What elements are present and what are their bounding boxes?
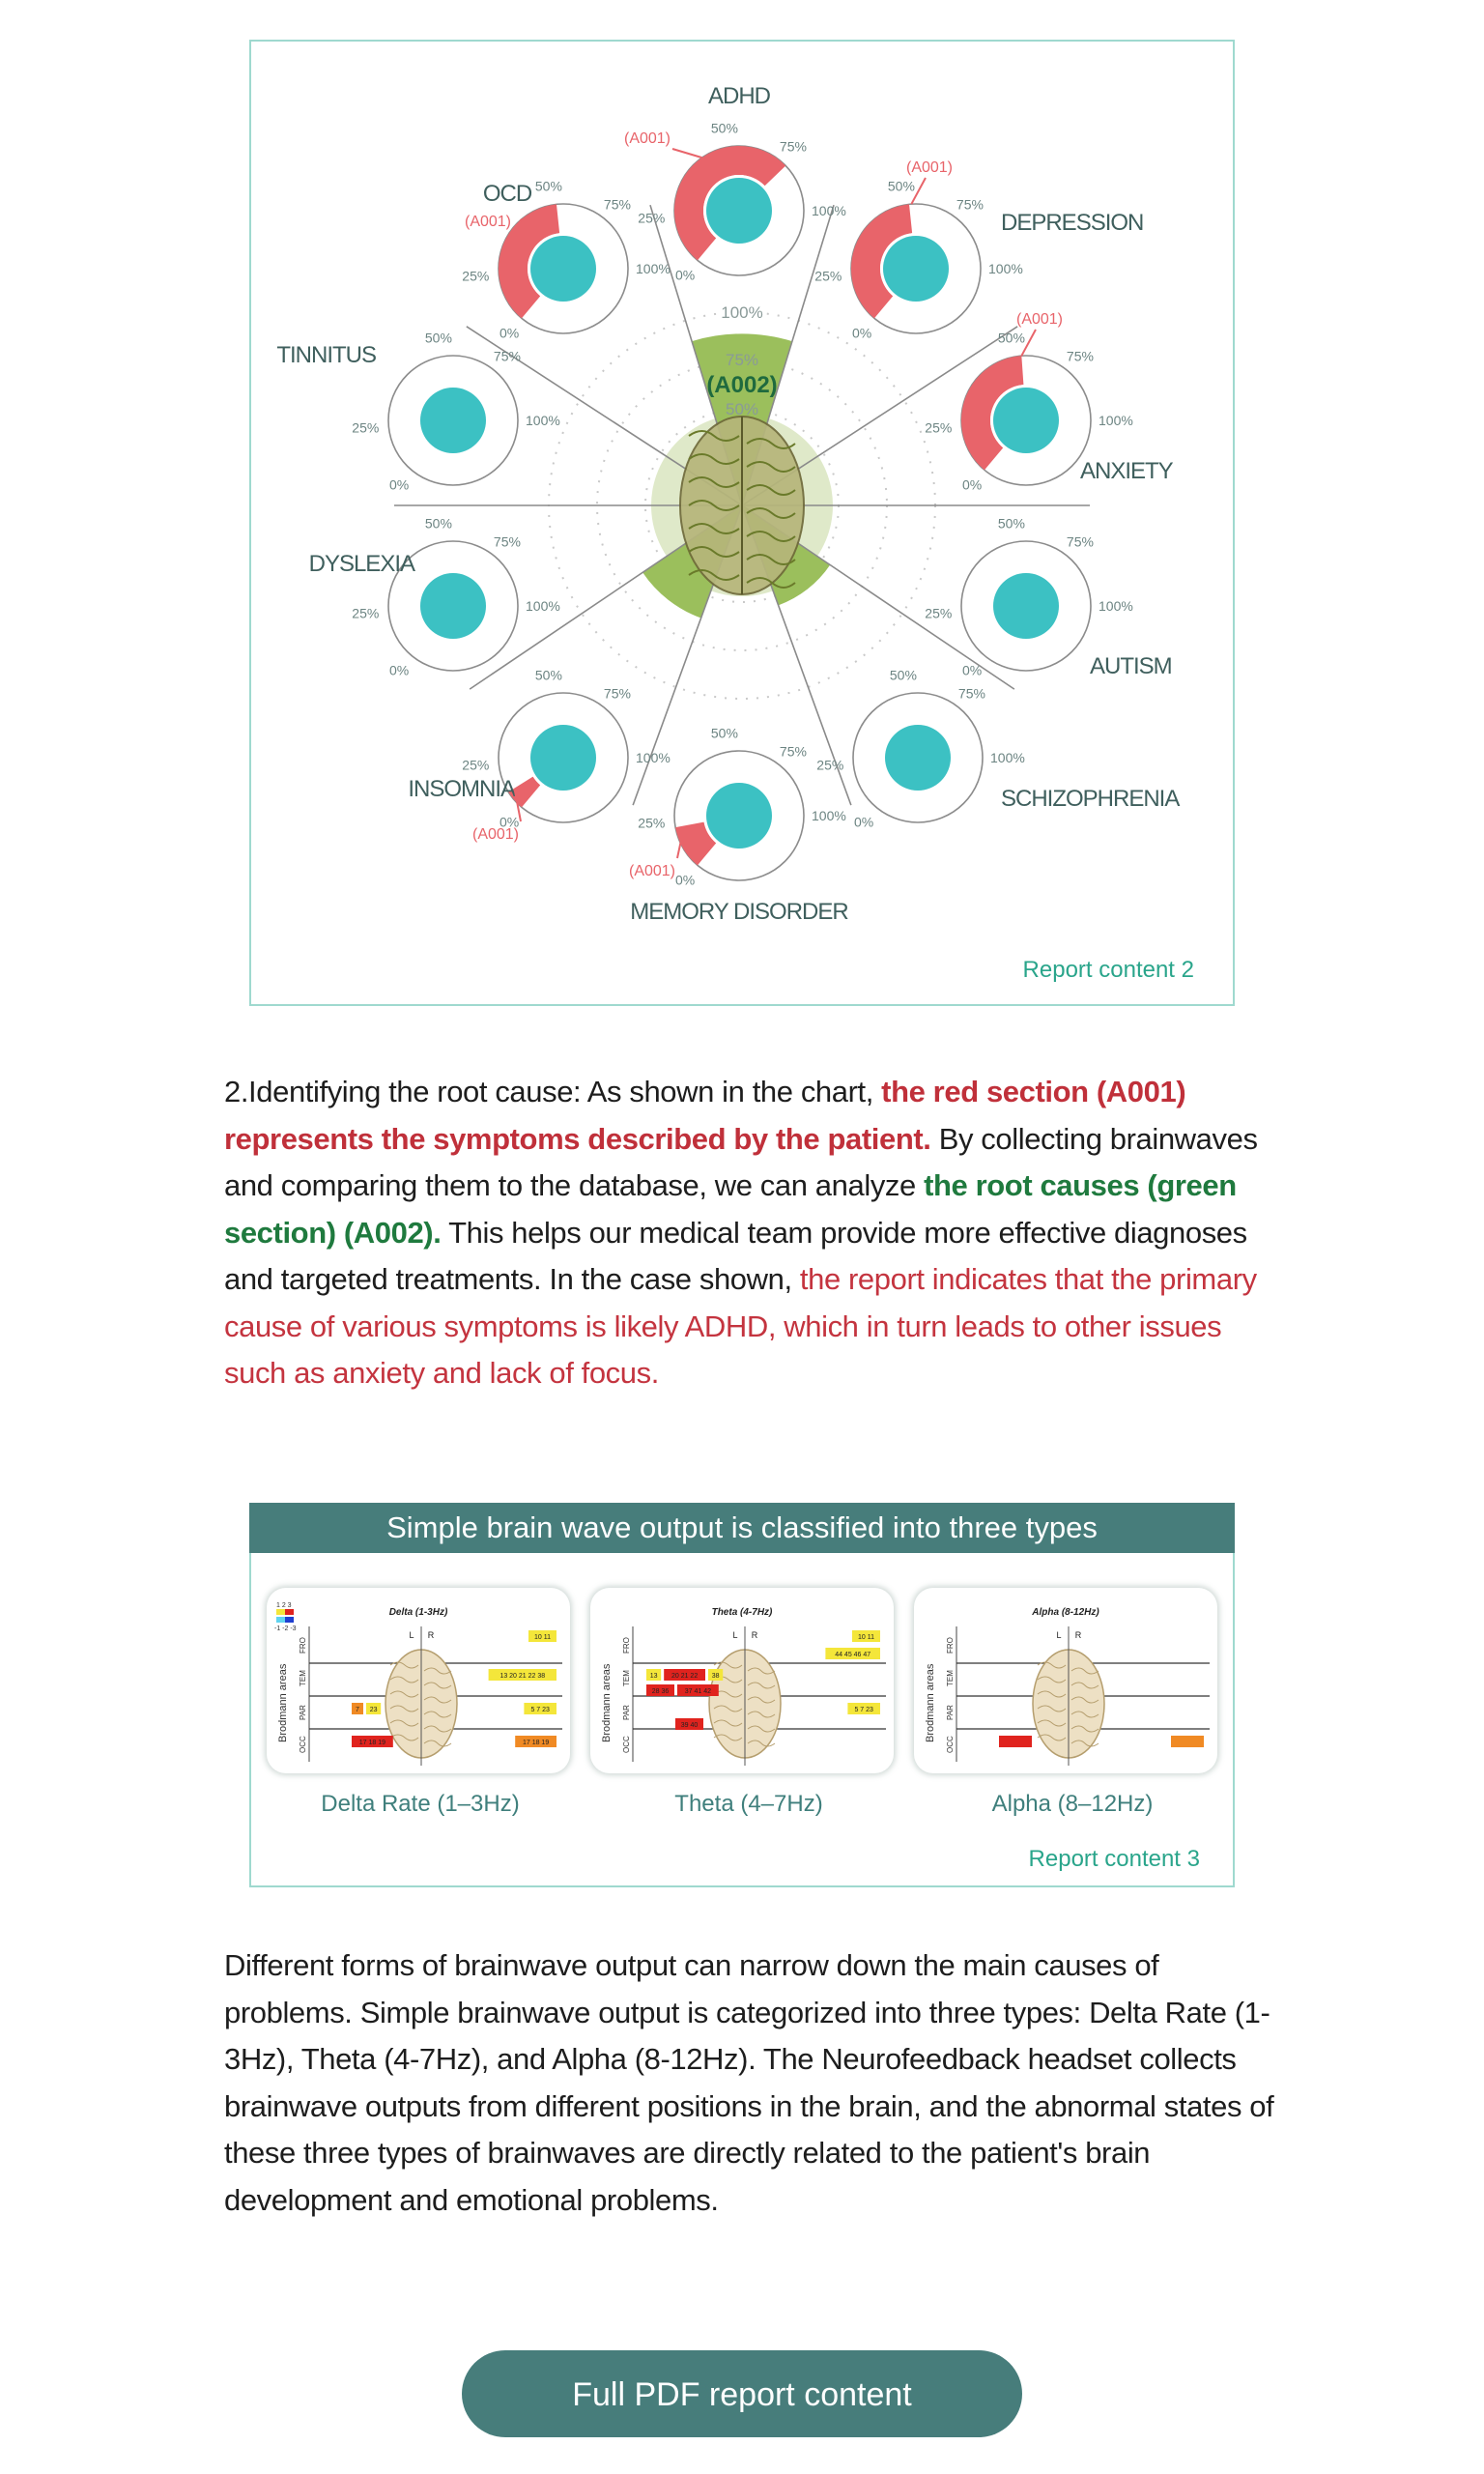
heatmap-cell-label: 5 7 23 bbox=[854, 1707, 873, 1713]
root-cause-paragraph bbox=[224, 1069, 1277, 1397]
right-hemisphere-label: R bbox=[427, 1630, 435, 1640]
gauge-tick-label: 25% bbox=[462, 268, 490, 284]
gauge-core bbox=[420, 573, 486, 639]
gauge-tick-label: 0% bbox=[961, 476, 983, 493]
row-label: PAR bbox=[946, 1705, 955, 1720]
delta-heatmap bbox=[267, 1588, 570, 1773]
gauge-tick-label: 100% bbox=[812, 203, 846, 218]
symptom-marker-label: (A001) bbox=[471, 826, 520, 843]
legend-positive-label: 1 2 3 bbox=[276, 1602, 292, 1609]
condition-label: ANXIETY bbox=[1080, 458, 1173, 484]
condition-label: AUTISM bbox=[1090, 653, 1172, 679]
heatmap-cell-label: 13 bbox=[649, 1673, 658, 1680]
gauge-autism bbox=[925, 515, 1171, 679]
condition-label: INSOMNIA bbox=[408, 776, 515, 802]
condition-label: TINNITUS bbox=[276, 342, 376, 368]
gauge-tinnitus bbox=[276, 330, 559, 492]
gauge-tick-label: 25% bbox=[925, 605, 953, 621]
gauge-tick-label: 100% bbox=[526, 598, 560, 614]
gauge-tick-label: 25% bbox=[925, 419, 953, 436]
row-label: TEM bbox=[622, 1670, 631, 1686]
gauge-tick-label: 75% bbox=[957, 685, 985, 702]
heatmap-cell-label: 10 11 bbox=[534, 1634, 551, 1641]
brainwave-types-paragraph: Different forms of brainwave output can narrow down the main causes of problems. Simple brainwave output is categorized into three types: Delta Rate (1-3Hz), Theta (4-7Hz), and Alpha (8-12Hz). The Neurofeedback headset collects brainwave outputs from different positions in the brain, and the abnormal states of these three types of brainwaves are directly related to the patient's brain development and emotional problems. bbox=[224, 1948, 1274, 2217]
legend-swatch bbox=[276, 1617, 285, 1623]
gauge-core bbox=[883, 236, 949, 302]
gauge-depression bbox=[814, 159, 1143, 341]
gauge-tick-label: 25% bbox=[638, 815, 666, 831]
heatmap-cell-label: 39 40 bbox=[680, 1722, 699, 1729]
row-label: PAR bbox=[299, 1705, 307, 1720]
root-cause-infographic bbox=[251, 42, 1233, 1004]
delta-caption: Delta Rate (1–3Hz) bbox=[321, 1791, 520, 1817]
red-section-highlight: the red section (A001) represents the symptoms described by the patient. bbox=[224, 1075, 1186, 1156]
gauge-core bbox=[420, 388, 486, 453]
brodmann-axis-label: Brodmann areas bbox=[601, 1663, 613, 1742]
condition-label: SCHIZOPHRENIA bbox=[1001, 786, 1180, 812]
paragraph-intro: 2.Identifying the root cause: As shown in the chart, bbox=[224, 1075, 882, 1108]
gauge-core bbox=[706, 783, 772, 849]
brain-wave-panel-header: Simple brain wave output is classified into three types bbox=[249, 1503, 1235, 1553]
gauge-tick-label: 0% bbox=[499, 814, 520, 830]
legend-swatch bbox=[285, 1617, 294, 1623]
gauge-tick-label: 25% bbox=[814, 268, 842, 284]
alpha-heatmap bbox=[914, 1588, 1217, 1773]
gauge-tick-label: 50% bbox=[534, 178, 562, 194]
report-content-3-label: Report content 3 bbox=[1028, 1846, 1200, 1872]
heatmap-cell-label: 5 7 23 bbox=[530, 1707, 550, 1713]
gauge-anxiety bbox=[925, 311, 1173, 493]
right-hemisphere-label: R bbox=[1074, 1630, 1082, 1640]
root-cause-chart-card bbox=[249, 40, 1235, 1006]
heatmap-cell-label: 17 18 19 bbox=[358, 1740, 386, 1746]
theta-heatmap bbox=[590, 1588, 894, 1773]
gauge-core bbox=[706, 178, 772, 244]
heatmap-title: Alpha (8-12Hz) bbox=[1032, 1607, 1099, 1618]
root-cause-marker: (A002) bbox=[706, 372, 778, 398]
brodmann-axis-label: Brodmann areas bbox=[925, 1663, 936, 1742]
heatmap-cell-label: 17 18 19 bbox=[522, 1740, 550, 1746]
gauge-tick-label: 75% bbox=[779, 743, 807, 760]
condition-label: OCD bbox=[482, 181, 532, 207]
brodmann-axis-label: Brodmann areas bbox=[277, 1663, 289, 1742]
heatmap-title: Theta (4-7Hz) bbox=[711, 1607, 773, 1618]
gauge-tick-label: 50% bbox=[424, 330, 452, 346]
gauge-tick-label: 75% bbox=[603, 196, 631, 213]
gauge-tick-label: 25% bbox=[816, 757, 844, 773]
row-label: PAR bbox=[622, 1705, 631, 1720]
report-content-2-label: Report content 2 bbox=[1022, 957, 1194, 983]
gauge-core bbox=[530, 236, 596, 302]
heatmap-cell bbox=[1171, 1736, 1204, 1747]
gauge-tick-label: 75% bbox=[1066, 533, 1094, 550]
heatmap-cell-label: 23 bbox=[369, 1707, 378, 1713]
gauge-tick-label: 100% bbox=[1099, 413, 1133, 428]
row-label: OCC bbox=[299, 1736, 307, 1753]
heatmap-cell-label: 44 45 46 47 bbox=[835, 1652, 871, 1658]
gauge-tick-label: 0% bbox=[851, 325, 872, 341]
gauge-tick-label: 100% bbox=[636, 750, 671, 765]
gauge-tick-label: 75% bbox=[493, 533, 521, 550]
left-hemisphere-label: L bbox=[409, 1630, 414, 1640]
gauge-core bbox=[885, 725, 951, 791]
gauge-tick-label: 100% bbox=[988, 261, 1023, 276]
row-label: TEM bbox=[299, 1670, 307, 1686]
left-hemisphere-label: L bbox=[1056, 1630, 1062, 1640]
gauge-insomnia bbox=[408, 667, 671, 843]
gauge-core bbox=[993, 573, 1059, 639]
gauge-tick-label: 50% bbox=[710, 725, 738, 741]
gauge-tick-label: 0% bbox=[853, 814, 874, 830]
theta-caption: Theta (4–7Hz) bbox=[674, 1791, 823, 1817]
gauge-tick-label: 100% bbox=[812, 808, 846, 823]
green-section-highlight: the root causes (green section) (A002). bbox=[224, 1168, 1237, 1250]
condition-label: DEPRESSION bbox=[1001, 210, 1144, 236]
ring-label: 100% bbox=[721, 303, 763, 322]
row-label: OCC bbox=[946, 1736, 955, 1753]
brain-wave-panel bbox=[249, 1503, 1235, 1887]
gauge-tick-label: 75% bbox=[603, 685, 631, 702]
gauge-tick-label: 0% bbox=[388, 662, 410, 678]
left-hemisphere-label: L bbox=[732, 1630, 738, 1640]
gauge-tick-label: 0% bbox=[961, 662, 983, 678]
ring-label: 50% bbox=[725, 400, 759, 418]
row-label: FRO bbox=[946, 1637, 955, 1654]
gauge-tick-label: 50% bbox=[997, 330, 1025, 346]
heatmap-title: Delta (1-3Hz) bbox=[388, 1607, 448, 1618]
brain-icon bbox=[680, 417, 804, 594]
condition-label: ADHD bbox=[707, 83, 771, 109]
gauge-tick-label: 0% bbox=[388, 476, 410, 493]
symptom-marker-label: (A001) bbox=[623, 130, 671, 147]
gauge-core bbox=[530, 725, 596, 791]
heatmap-cell bbox=[999, 1736, 1032, 1747]
conclusion-highlight: the report indicates that the primary cause of various symptoms is likely ADHD, which in turn leads to other issues such as anxiety and lack of focus. bbox=[224, 1262, 1257, 1390]
gauge-adhd bbox=[624, 83, 846, 283]
heatmap-cell-label: 13 20 21 22 38 bbox=[499, 1673, 546, 1680]
gauge-tick-label: 50% bbox=[997, 515, 1025, 532]
gauge-tick-label: 50% bbox=[887, 178, 915, 194]
heatmap-cell-label: 10 11 bbox=[858, 1634, 874, 1641]
gauge-schizophrenia bbox=[816, 667, 1180, 829]
gauge-tick-label: 25% bbox=[352, 419, 380, 436]
condition-label: DYSLEXIA bbox=[308, 551, 414, 577]
gauge-tick-label: 75% bbox=[493, 348, 521, 364]
gauge-tick-label: 75% bbox=[1066, 348, 1094, 364]
alpha-caption: Alpha (8–12Hz) bbox=[991, 1791, 1154, 1817]
gauge-tick-label: 100% bbox=[636, 261, 671, 276]
symptom-marker-label: (A001) bbox=[905, 159, 954, 176]
gauge-tick-label: 100% bbox=[526, 413, 560, 428]
gauge-tick-label: 50% bbox=[710, 120, 738, 136]
alpha-card bbox=[914, 1588, 1217, 1773]
delta-card bbox=[267, 1588, 570, 1773]
gauge-tick-label: 100% bbox=[1099, 598, 1133, 614]
heatmap-cell-label: 28 36 bbox=[651, 1688, 670, 1695]
symptom-marker-label: (A001) bbox=[628, 863, 676, 879]
gauge-tick-label: 50% bbox=[889, 667, 917, 683]
gauge-ocd bbox=[462, 178, 671, 340]
paragraph-mid2: This helps our medical team provide more effective diagnoses and targeted treatments. In the case shown, bbox=[224, 1215, 1247, 1296]
gauge-tick-label: 100% bbox=[990, 750, 1025, 765]
gauge-tick-label: 25% bbox=[638, 210, 666, 226]
legend-swatch bbox=[276, 1609, 285, 1615]
symptom-marker-line bbox=[672, 149, 702, 158]
heatmap-cell-label: 7 bbox=[356, 1707, 359, 1713]
gauge-tick-label: 0% bbox=[499, 325, 520, 341]
right-hemisphere-label: R bbox=[751, 1630, 758, 1640]
full-pdf-report-button[interactable]: Full PDF report content bbox=[462, 2350, 1022, 2437]
heatmap-cell-label: 38 bbox=[711, 1673, 720, 1680]
symptom-marker-label: (A001) bbox=[1015, 311, 1064, 328]
ring-label: 75% bbox=[725, 351, 759, 369]
row-label: FRO bbox=[622, 1637, 631, 1654]
condition-label: MEMORY DISORDER bbox=[630, 899, 848, 925]
gauge-tick-label: 25% bbox=[352, 605, 380, 621]
gauge-tick-label: 25% bbox=[462, 757, 490, 773]
gauge-tick-label: 75% bbox=[779, 138, 807, 155]
heatmap-cell-label: 37 41 42 bbox=[684, 1688, 712, 1695]
gauge-tick-label: 0% bbox=[674, 872, 696, 888]
gauge-tick-label: 50% bbox=[424, 515, 452, 532]
heatmap-cell-label: 20 21 22 bbox=[671, 1673, 699, 1680]
gauge-tick-label: 50% bbox=[534, 667, 562, 683]
gauge-tick-label: 75% bbox=[956, 196, 984, 213]
paragraph-mid: By collecting brainwaves and comparing them to the database, we can analyze bbox=[224, 1121, 1258, 1202]
gauge-core bbox=[993, 388, 1059, 453]
legend-negative-label: -1 -2 -3 bbox=[274, 1625, 297, 1632]
row-label: TEM bbox=[946, 1670, 955, 1686]
gauge-tick-label: 0% bbox=[674, 267, 696, 283]
row-label: FRO bbox=[299, 1637, 307, 1654]
theta-card bbox=[590, 1588, 894, 1773]
symptom-marker-label: (A001) bbox=[464, 214, 512, 230]
row-label: OCC bbox=[622, 1736, 631, 1753]
legend-swatch bbox=[285, 1609, 294, 1615]
